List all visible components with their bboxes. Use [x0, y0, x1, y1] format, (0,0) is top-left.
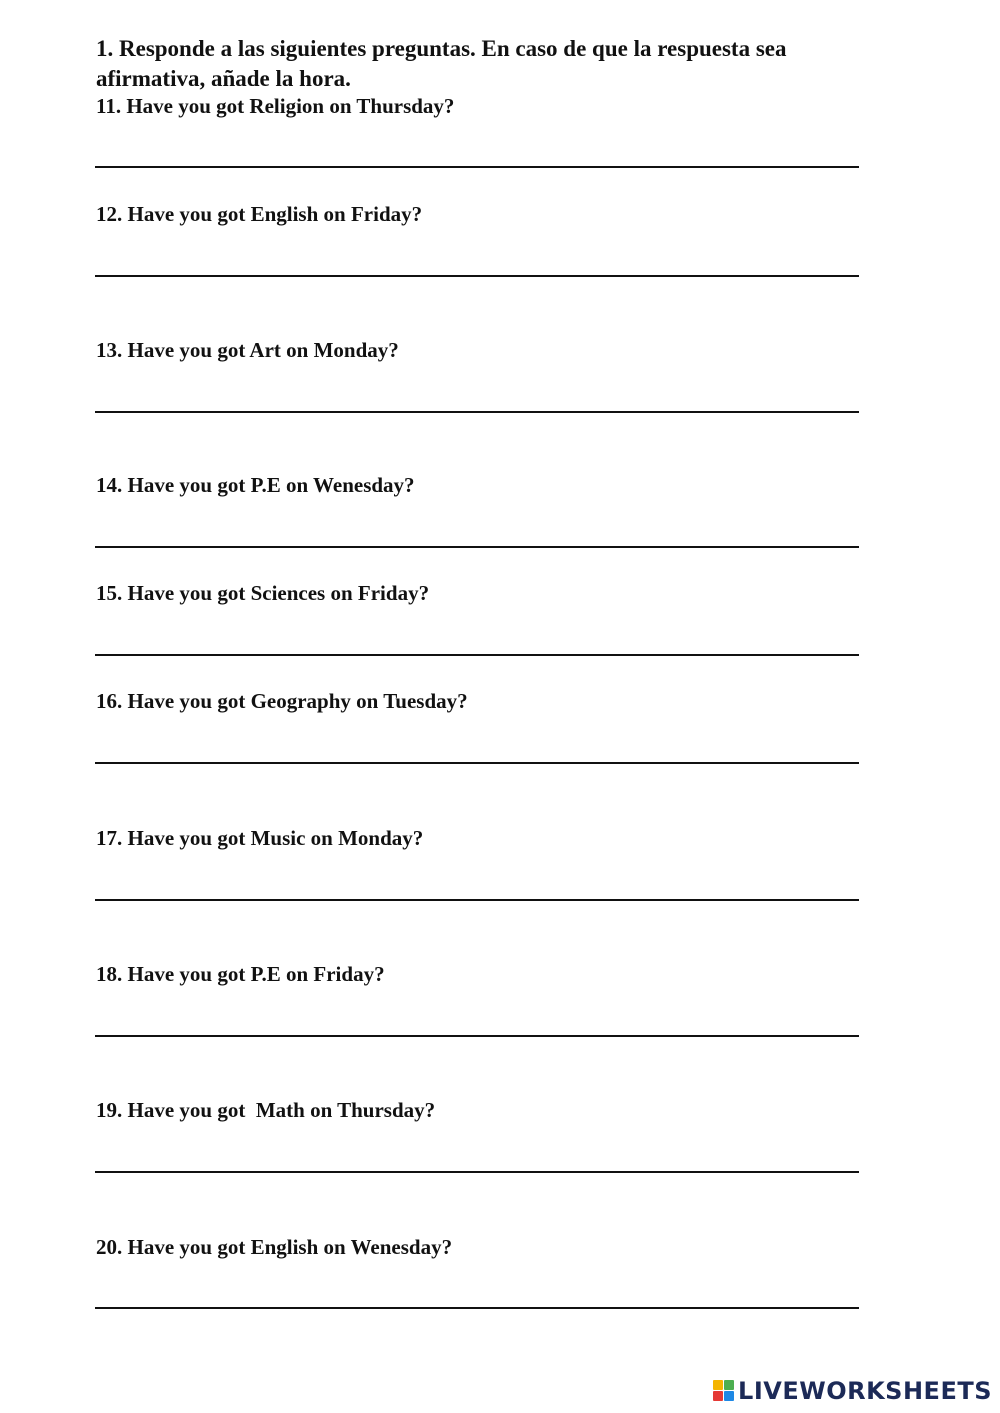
question-19: 19. Have you got Math on Thursday?	[96, 1098, 436, 1122]
answer-line-16[interactable]	[95, 762, 859, 764]
answer-line-17[interactable]	[95, 899, 859, 901]
answer-line-20[interactable]	[95, 1307, 859, 1309]
question-13: 13. Have you got Art on Monday?	[96, 338, 399, 362]
liveworksheets-logo	[713, 1379, 992, 1403]
answer-line-11[interactable]	[95, 166, 859, 168]
logo-square-icon	[713, 1391, 723, 1401]
answer-line-12[interactable]	[95, 275, 859, 277]
logo-square-icon	[724, 1391, 734, 1401]
question-16: 16. Have you got Geography on Tuesday?	[96, 689, 468, 713]
question-18: 18. Have you got P.E on Friday?	[96, 962, 385, 986]
answer-line-18[interactable]	[95, 1035, 859, 1037]
question-14: 14. Have you got P.E on Wenesday?	[96, 473, 415, 497]
logo-square-icon	[713, 1380, 723, 1390]
answer-line-14[interactable]	[95, 546, 859, 548]
question-17: 17. Have you got Music on Monday?	[96, 826, 424, 850]
question-11: 11. Have you got Religion on Thursday?	[96, 94, 455, 118]
liveworksheets-logo-icon	[713, 1380, 735, 1402]
answer-line-13[interactable]	[95, 411, 859, 413]
instruction-text: 1. Responde a las siguientes preguntas. En caso de que la respuesta sea afirmativa, añade la hora.	[96, 36, 787, 91]
liveworksheets-logo-text: LIVEWORKSHEETS	[738, 1377, 992, 1405]
answer-line-19[interactable]	[95, 1171, 859, 1173]
question-15: 15. Have you got Sciences on Friday?	[96, 581, 430, 605]
question-20: 20. Have you got English on Wenesday?	[96, 1235, 453, 1259]
logo-square-icon	[724, 1380, 734, 1390]
answer-line-15[interactable]	[95, 654, 859, 656]
question-12: 12. Have you got English on Friday?	[96, 202, 423, 226]
